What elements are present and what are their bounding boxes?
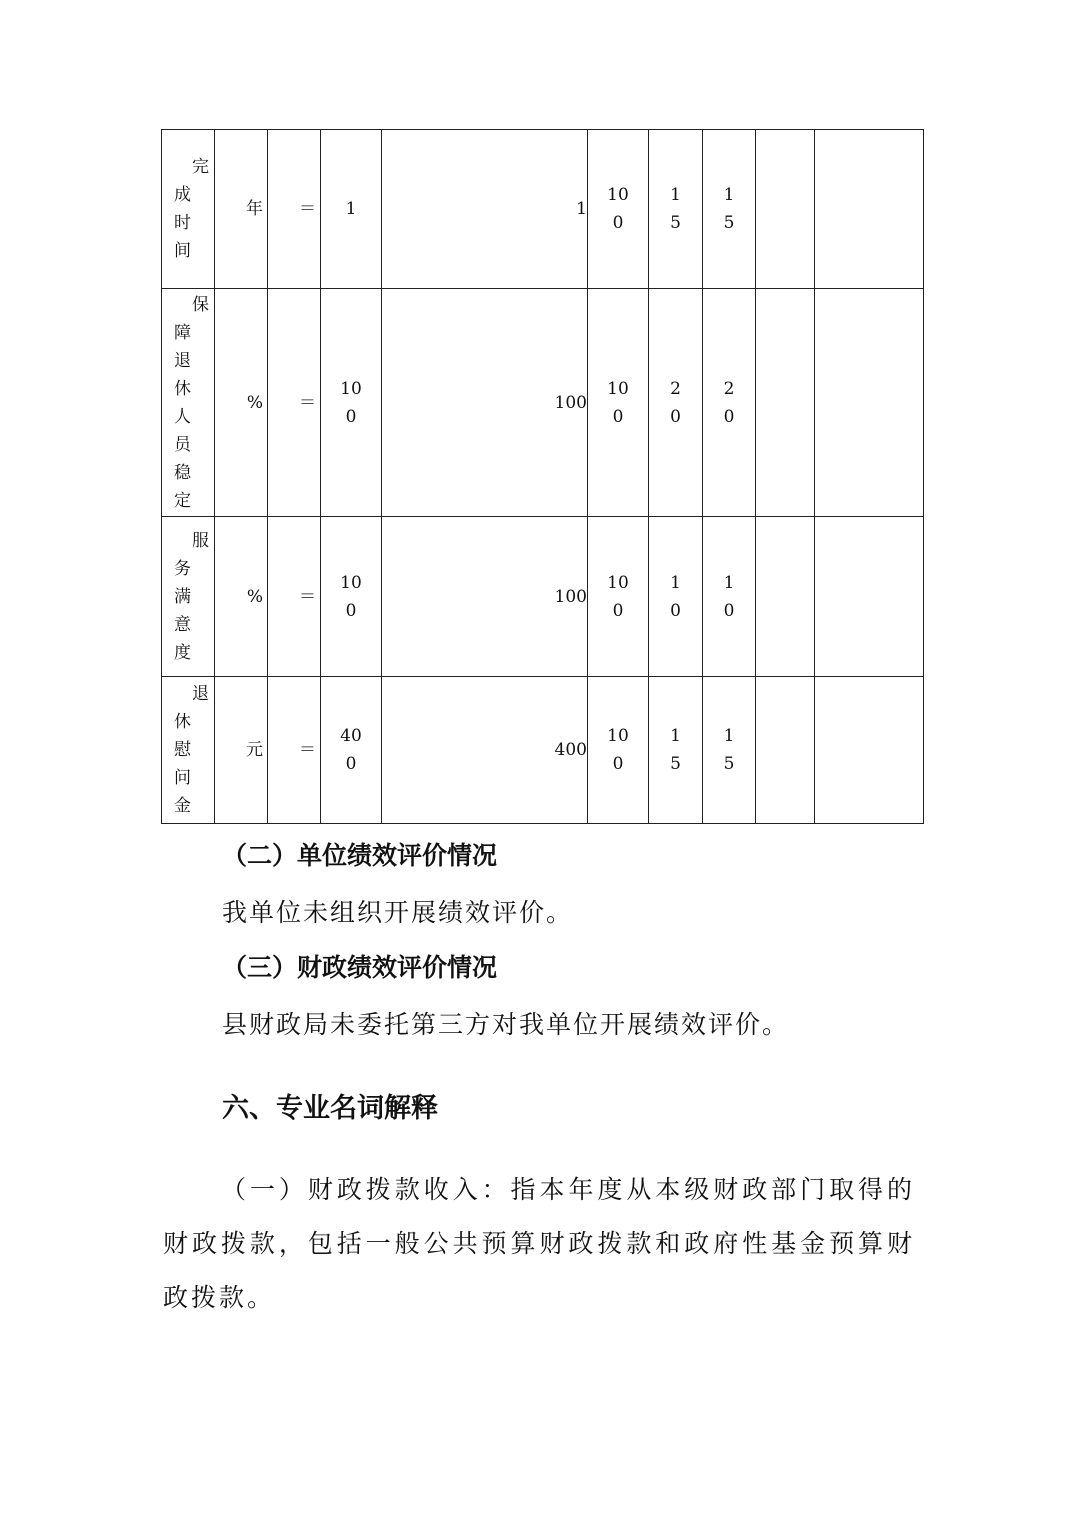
section3-title: （三）财政绩效评价情况 xyxy=(222,953,498,982)
empty-cell xyxy=(815,289,924,517)
actual-value-cell: 1 xyxy=(382,130,588,289)
empty-cell xyxy=(756,677,815,824)
section3-text: 县财政局未委托第三方对我单位开展绩效评价。 xyxy=(222,1010,790,1039)
operator-cell: ＝ xyxy=(268,289,321,517)
heading-6: 六、专业名词解释 xyxy=(222,1093,438,1124)
target-value-cell: 40 0 xyxy=(321,677,382,824)
score-cell: 2 0 xyxy=(703,289,756,517)
actual-value-cell: 100 xyxy=(382,517,588,677)
indicator-name-cell: 退 休 慰 问 金 xyxy=(162,677,215,824)
weight-cell: 1 0 xyxy=(649,517,703,677)
weight-cell: 2 0 xyxy=(649,289,703,517)
operator-cell: ＝ xyxy=(268,517,321,677)
completion-rate-cell: 10 0 xyxy=(588,677,649,824)
table-row xyxy=(162,289,924,517)
completion-rate-cell: 10 0 xyxy=(588,130,649,289)
indicator-name-cell: 服 务 满 意 度 xyxy=(162,517,215,677)
score-cell: 1 0 xyxy=(703,517,756,677)
table-row xyxy=(162,517,924,677)
table-row xyxy=(162,677,924,824)
definition-1: （一）财政拨款收入：指本年度从本级财政部门取得的财政拨款，包括一般公共预算财政拨款和政府性基金预算财政拨款。 xyxy=(163,1175,915,1312)
score-cell: 1 5 xyxy=(703,677,756,824)
empty-cell xyxy=(756,130,815,289)
actual-value-cell: 100 xyxy=(382,289,588,517)
score-cell: 1 5 xyxy=(703,130,756,289)
weight-cell: 1 5 xyxy=(649,130,703,289)
unit-cell: 年 xyxy=(215,130,268,289)
empty-cell xyxy=(756,289,815,517)
empty-cell xyxy=(756,517,815,677)
performance-table xyxy=(161,129,924,824)
target-value-cell: 10 0 xyxy=(321,289,382,517)
unit-cell: % xyxy=(215,517,268,677)
operator-cell: ＝ xyxy=(268,677,321,824)
weight-cell: 1 5 xyxy=(649,677,703,824)
completion-rate-cell: 10 0 xyxy=(588,517,649,677)
indicator-name-cell: 完 成 时 间 xyxy=(162,130,215,289)
section2-title: （二）单位绩效评价情况 xyxy=(222,841,498,870)
empty-cell xyxy=(815,517,924,677)
section2-text: 我单位未组织开展绩效评价。 xyxy=(222,898,574,927)
empty-cell xyxy=(815,677,924,824)
empty-cell xyxy=(815,130,924,289)
table-row xyxy=(162,130,924,289)
operator-cell: ＝ xyxy=(268,130,321,289)
unit-cell: 元 xyxy=(215,677,268,824)
target-value-cell: 1 xyxy=(321,130,382,289)
unit-cell: % xyxy=(215,289,268,517)
completion-rate-cell: 10 0 xyxy=(588,289,649,517)
actual-value-cell: 400 xyxy=(382,677,588,824)
target-value-cell: 10 0 xyxy=(321,517,382,677)
indicator-name-cell: 保 障 退 休 人 员 稳 定 xyxy=(162,289,215,517)
